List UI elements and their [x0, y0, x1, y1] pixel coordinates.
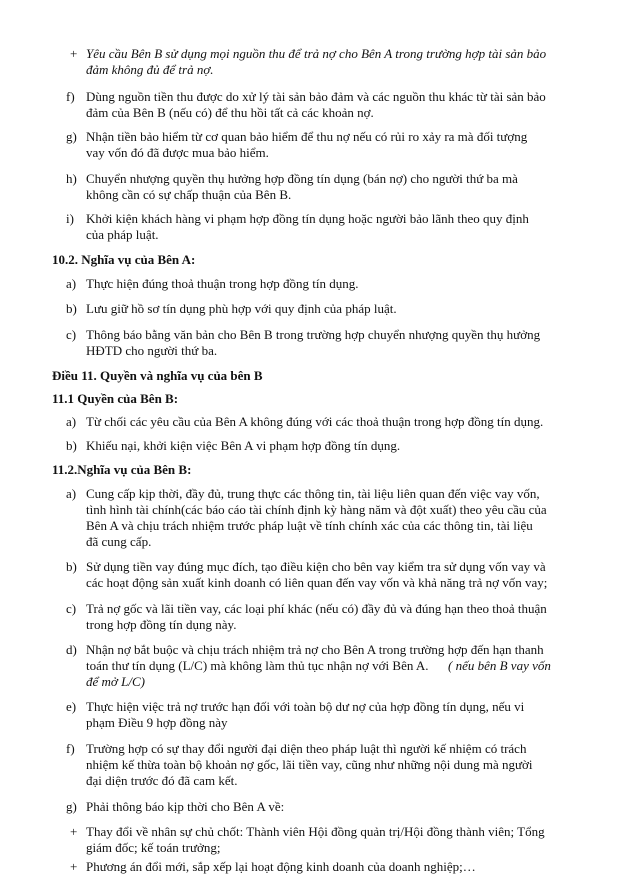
text-line: phạm Điều 9 hợp đồng này: [86, 715, 228, 730]
list-marker: c): [66, 601, 77, 616]
text-line: Trả nợ gốc và lãi tiền vay, các loại phí khác (nếu có) đầy đủ và đúng hạn theo thoả thuận: [86, 601, 547, 616]
list-marker: a): [66, 486, 77, 501]
text-line: toán thư tín dụng (L/C) mà không làm thủ tục nhận nợ với Bên A.: [86, 658, 429, 673]
text-line: Cung cấp kịp thời, đầy đủ, trung thực các thông tin, tài liệu liên quan đến việc vay vốn,: [86, 486, 540, 501]
text-line-italic: ( nếu bên B vay vốn: [448, 658, 551, 673]
text-line: đã cung cấp.: [86, 534, 152, 549]
text-line: Chuyển nhượng quyền thụ hưởng hợp đồng tín dụng (bán nợ) cho người thứ ba mà: [86, 171, 518, 186]
text-line: Bên A và chịu trách nhiệm trước pháp luật về tính chính xác của các thông tin, tài liệu: [86, 518, 533, 533]
list-marker: f): [66, 89, 75, 104]
text-line: Phải thông báo kịp thời cho Bên A về:: [86, 799, 285, 814]
text-line: Thực hiện đúng thoả thuận trong hợp đồng tín dụng.: [86, 276, 359, 291]
list-marker: +: [70, 824, 78, 839]
list-marker: a): [66, 276, 77, 291]
list-marker: f): [66, 741, 75, 756]
article-heading: Điều 11. Quyền và nghĩa vụ của bên B: [52, 368, 263, 383]
list-marker: g): [66, 799, 77, 814]
text-line: không cần có sự chấp thuận của Bên B.: [86, 187, 292, 202]
list-marker: e): [66, 699, 77, 714]
text-line: đảm không đủ để trả nợ.: [86, 62, 214, 77]
list-marker: c): [66, 327, 77, 342]
text-line: Nhận tiền bảo hiểm từ cơ quan bảo hiểm để thu nợ nếu có rủi ro xảy ra mà đối tượng: [86, 129, 528, 144]
section-heading: 11.2.Nghĩa vụ của Bên B:: [52, 462, 192, 477]
list-marker: a): [66, 414, 77, 429]
text-line: HĐTD cho người thứ ba.: [86, 343, 218, 358]
text-line: các hoạt động sản xuất kinh doanh có liên quan đến vay vốn và khả năng trả nợ vốn vay;: [86, 575, 548, 590]
list-marker: d): [66, 642, 77, 657]
text-line: Dùng nguồn tiền thu được do xử lý tài sản bảo đảm và các nguồn thu khác từ tài sản bảo: [86, 89, 546, 104]
list-marker: b): [66, 559, 77, 574]
text-line: Khởi kiện khách hàng vi phạm hợp đồng tín dụng hoặc người bảo lãnh theo quy định: [86, 211, 529, 226]
section-heading: 11.1 Quyền của Bên B:: [52, 391, 179, 406]
text-line: Thực hiện việc trả nợ trước hạn đối với toàn bộ dư nợ của hợp đồng tín dụng, nếu vi: [86, 699, 525, 714]
text-line: Lưu giữ hồ sơ tín dụng phù hợp với quy định của pháp luật.: [86, 301, 397, 316]
list-marker: g): [66, 129, 77, 144]
section-heading: 10.2. Nghĩa vụ của Bên A:: [52, 252, 196, 267]
text-line: tình hình tài chính(các báo cáo tài chính định kỳ hàng năm và đột xuất) theo yêu cầu của: [86, 502, 547, 517]
text-line: giám đốc; kế toán trưởng;: [86, 840, 221, 855]
text-line: đảm của Bên B (nếu có) để thu hồi tất cả các khoản nợ.: [86, 105, 374, 120]
list-marker: h): [66, 171, 77, 186]
text-line: đại diện trước đó đã cam kết.: [86, 773, 238, 788]
list-marker: +: [70, 46, 78, 61]
text-line: Thông báo bằng văn bản cho Bên B trong trường hợp chuyển nhượng quyền thụ hưởng: [86, 327, 541, 342]
text-line: vay vốn đó đã được mua bảo hiểm.: [86, 145, 269, 160]
text-line: của pháp luật.: [86, 227, 159, 242]
text-line: Nhận nợ bắt buộc và chịu trách nhiệm trả nợ cho Bên A trong trường hợp đến hạn thanh: [86, 642, 544, 657]
text-line-italic: để mở L/C): [86, 674, 145, 689]
list-marker: +: [70, 859, 78, 874]
text-line: trong hợp đồng tín dụng này.: [86, 617, 237, 632]
text-line: Khiếu nại, khởi kiện việc Bên A vi phạm hợp đồng tín dụng.: [86, 438, 401, 453]
text-line: Trường hợp có sự thay đổi người đại diện theo pháp luật thì người kế nhiệm có trách: [86, 741, 527, 756]
list-marker: b): [66, 301, 77, 316]
list-marker: i): [66, 211, 74, 226]
text-line: Từ chối các yêu cầu của Bên A không đúng với các thoả thuận trong hợp đồng tín dụng.: [86, 414, 544, 429]
text-line: Sử dụng tiền vay đúng mục đích, tạo điều kiện cho bên vay kiểm tra sử dụng vốn vay và: [86, 559, 546, 574]
list-marker: b): [66, 438, 77, 453]
text-line: Phương án đổi mới, sắp xếp lại hoạt động kinh doanh của doanh nghiệp;…: [86, 859, 476, 874]
text-line: Thay đổi về nhân sự chủ chốt: Thành viên Hội đồng quản trị/Hội đồng thành viên; Tổng: [86, 824, 545, 839]
text-line: Yêu cầu Bên B sử dụng mọi nguồn thu để trả nợ cho Bên A trong trường hợp tài sản bảo: [86, 46, 547, 61]
text-line: nhiệm kế thừa toàn bộ khoản nợ gốc, lãi tiền vay, cũng như những nội dung mà người: [86, 757, 533, 772]
